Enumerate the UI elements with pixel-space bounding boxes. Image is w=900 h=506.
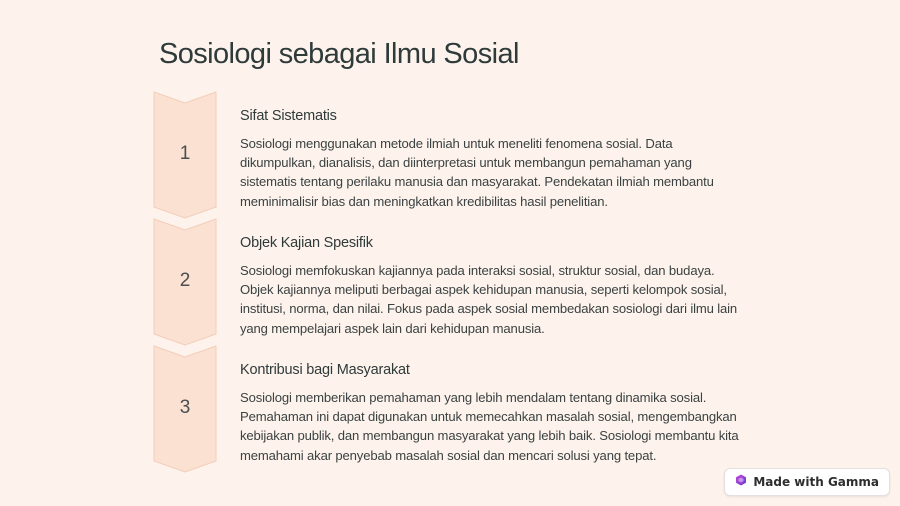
gamma-logo-icon <box>735 473 747 491</box>
badge-label: Made with Gamma <box>753 475 879 489</box>
step-number: 3 <box>179 397 191 418</box>
step-title: Sifat Sistematis <box>240 108 337 124</box>
step-description: Sosiologi memberikan pemahaman yang lebih mendalam tentang dinamika sosial. Pemahaman ini dapat digunakan untuk memecahkan masalah sosial, mengembangkan kebijakan publik, dan membangun masyarakat yang lebih baik. Sosiologi membantu kita memahami akar penyebab masalah sosial dan mencari solusi yang tepat. <box>240 390 739 463</box>
step-title: Kontribusi bagi Masyarakat <box>240 362 410 378</box>
made-with-gamma-button[interactable] <box>724 468 890 496</box>
step-title: Objek Kajian Spesifik <box>240 235 373 251</box>
step-number: 1 <box>179 143 191 164</box>
page-title: Sosiologi sebagai Ilmu Sosial <box>159 38 519 70</box>
step-description: Sosiologi menggunakan metode ilmiah untuk meneliti fenomena sosial. Data dikumpulkan, dianalisis, dan diinterpretasi untuk membangun pemahaman yang sistematis tentang perilaku manusia dan masyarakat. Pendekatan ilmiah membantu meminimalisir bias dan meningkatkan kredibilitas hasil penelitian. <box>240 136 714 209</box>
step-number: 2 <box>179 270 191 291</box>
step-description: Sosiologi memfokuskan kajiannya pada interaksi sosial, struktur sosial, dan budaya. Objek kajiannya meliputi berbagai aspek kehidupan manusia, seperti kelompok sosial, institusi, norma, dan nilai. Fokus pada aspek sosial membedakan sosiologi dari ilmu lain yang mempelajari aspek lain dari kehidupan manusia. <box>240 263 737 336</box>
